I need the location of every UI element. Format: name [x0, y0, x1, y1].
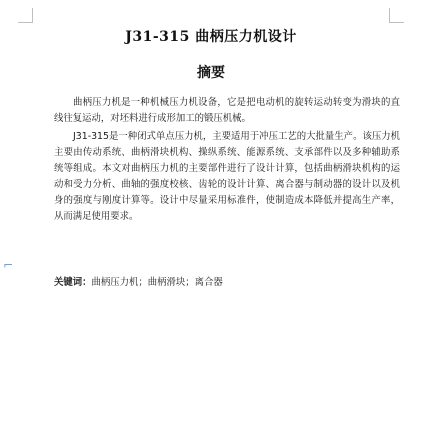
keywords-line	[54, 275, 400, 291]
document-title: J31-315 曲柄压力机设计	[125, 29, 297, 45]
page-corner-marks	[18, 8, 33, 23]
abstract-paragraph: 曲柄压力机是一种机械压力机设备，它是把电动机的旋转运动转变为滑块的直线往复运动，对坯料进行成形加工的锻压机械。	[54, 97, 400, 124]
keywords-label: 关键词：	[54, 277, 92, 288]
keywords-text: 曲柄压力机；曲柄滑块；离合器	[91, 277, 223, 288]
sidebar-marker-icon: ⌐	[3, 258, 14, 272]
abstract-heading: 摘要	[197, 65, 225, 81]
abstract-paragraph: J31-315是一种闭式单点压力机，主要适用于冲压工艺的大批量生产。该压力机主要由传动系统、曲柄滑块机构、操纵系统、能源系统、支承部件以及多种辅助系统等组成。本文对曲柄压力机的主要部件进行了设计计算，包括曲柄滑块机构的运动和受力分析、曲轴的强度校核、齿轮的设计计算、离合器与制动器的设计以及机身的强度与刚度计算等。设计中尽量采用标准件，使制造成本降低并提高生产率，从而满足使用要求。	[54, 131, 400, 222]
page-corner-marks	[389, 8, 404, 23]
abstract-body	[54, 95, 400, 225]
